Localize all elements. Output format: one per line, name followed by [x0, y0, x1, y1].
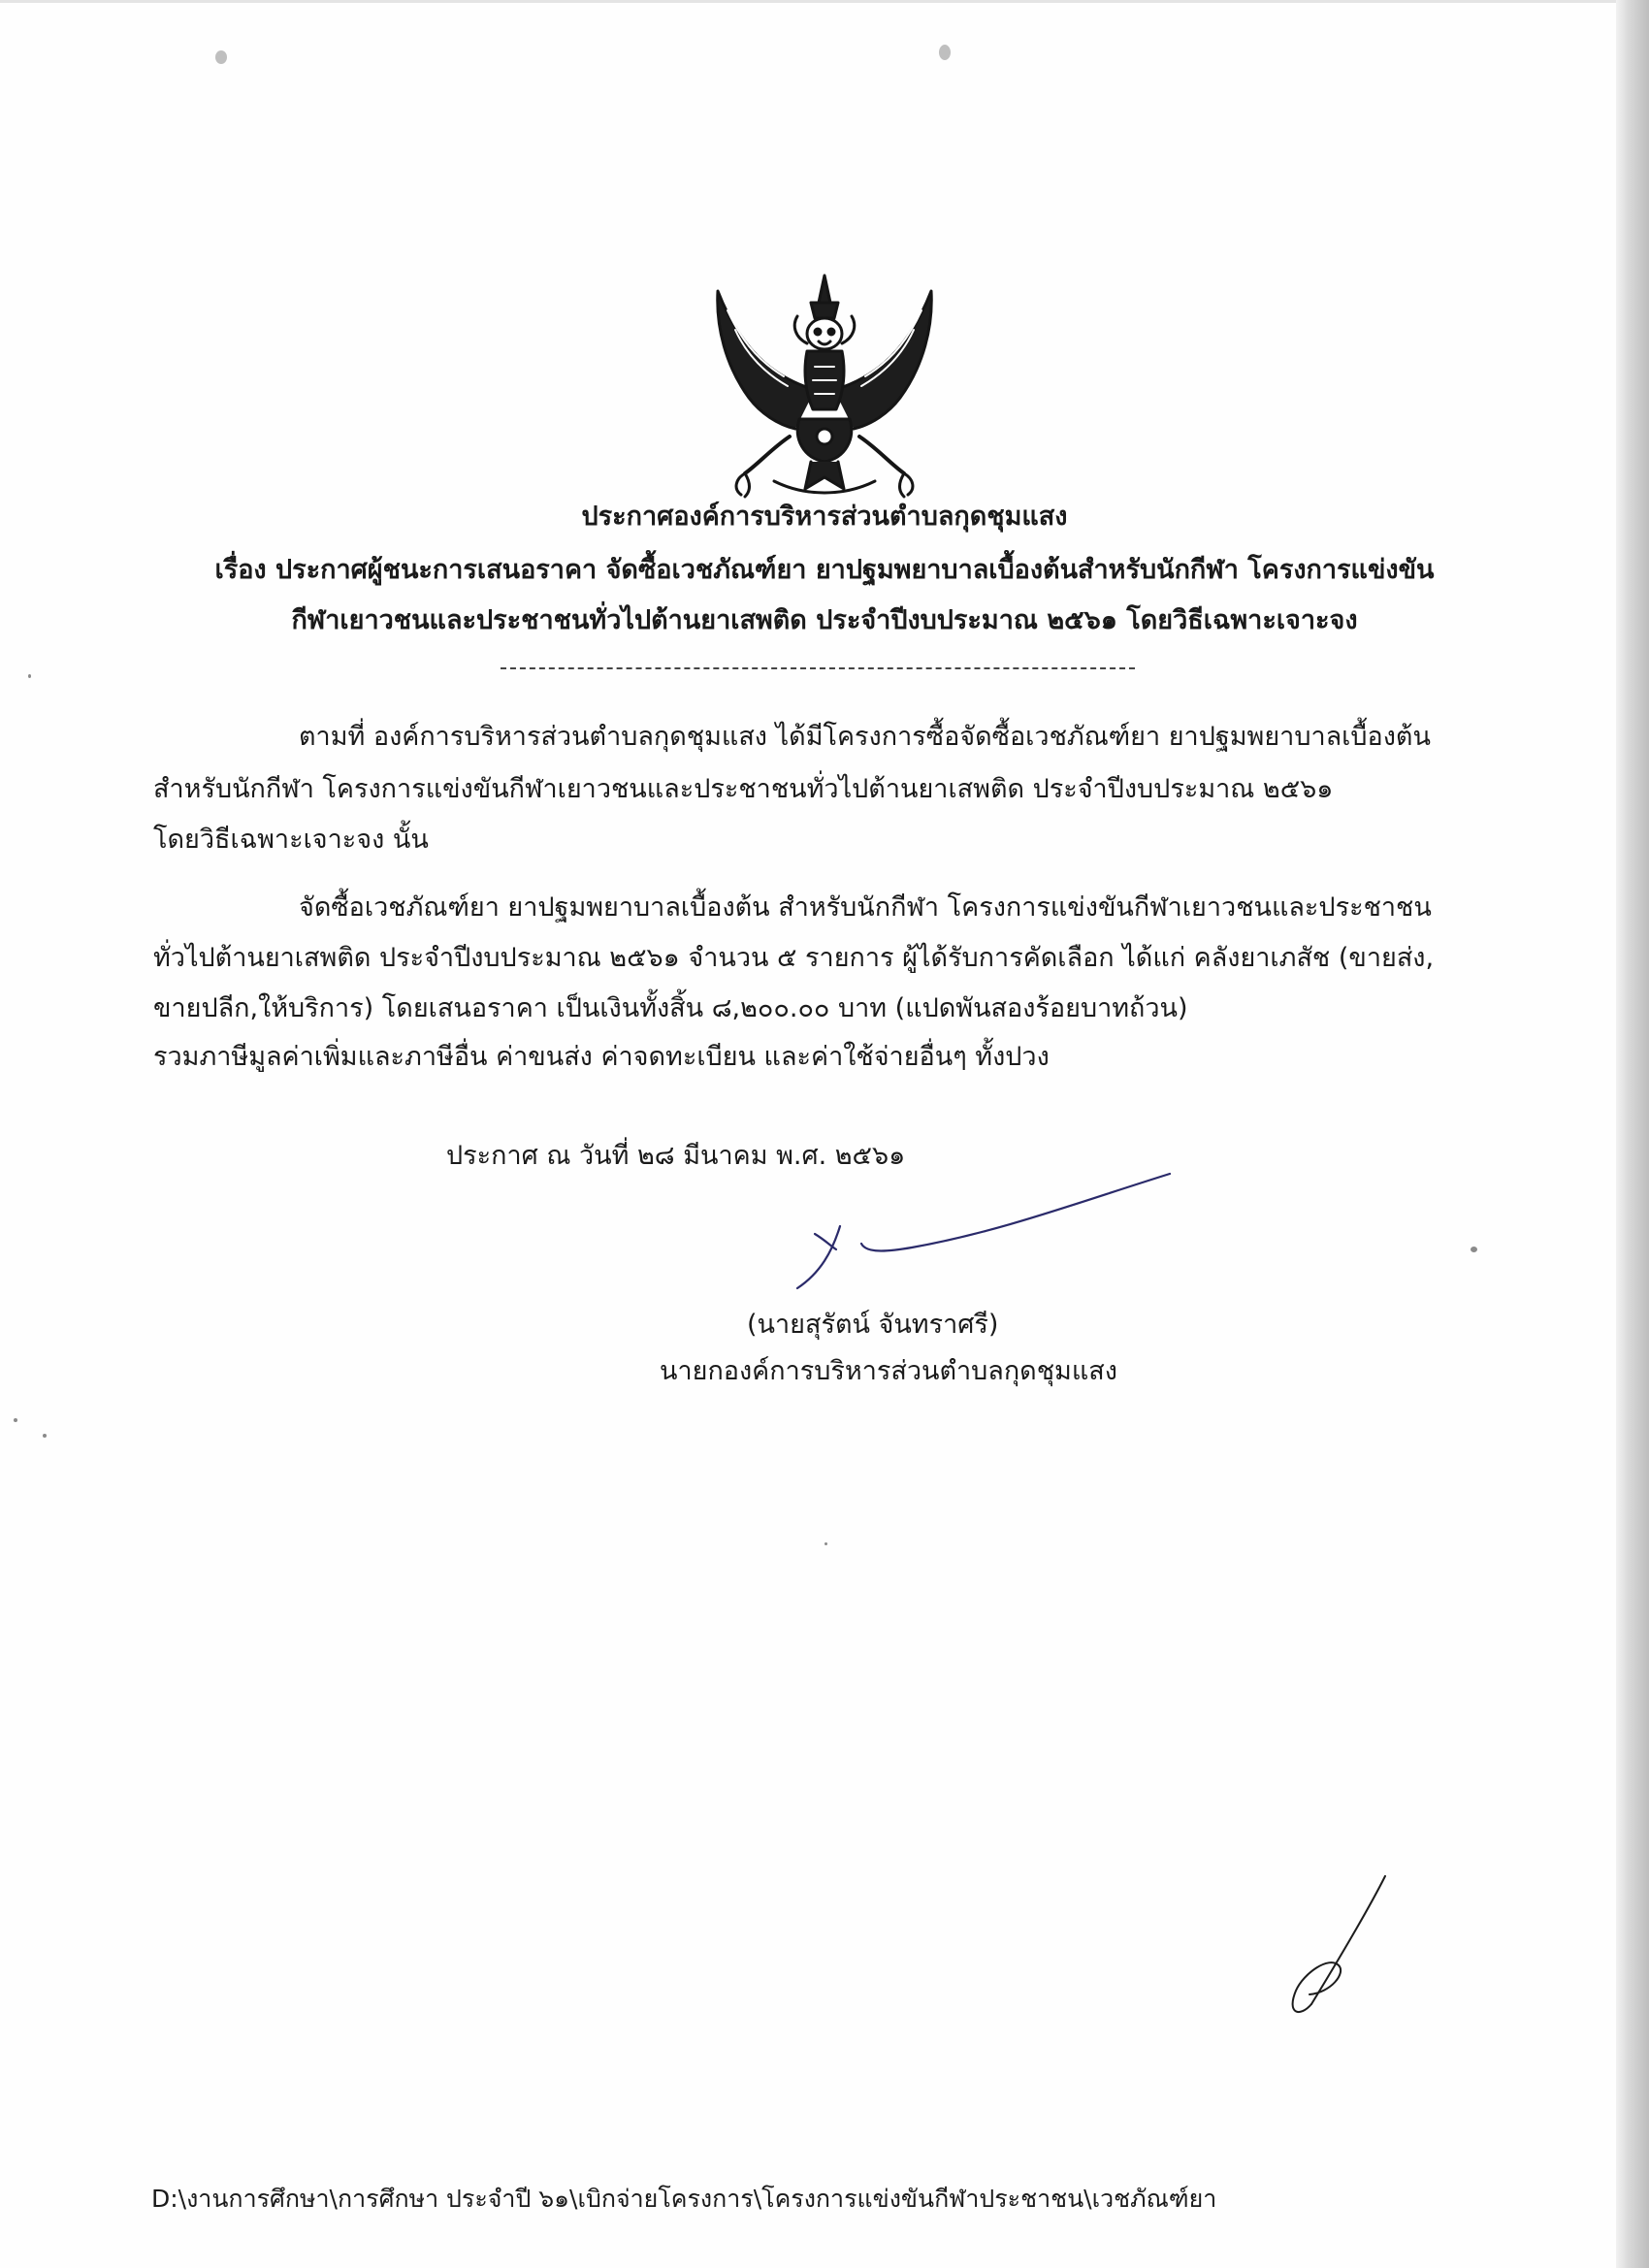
- scan-speck: [939, 45, 951, 60]
- para2-line-3: ขายปลีก,ให้บริการ) โดยเสนอราคา เป็นเงินทั้งสิ้น ๘,๒๐๐.๐๐ บาท (แปดพันสองร้อยบาทถ้วน): [153, 993, 1188, 1023]
- para2-line-2: ทั่วไปต้านยาเสพติด ประจำปีงบประมาณ ๒๕๖๑ จำนวน ๕ รายการ ผู้ได้รับการคัดเลือก ได้แก่ คลังยาเภสัช (ขายส่ง,: [153, 943, 1435, 973]
- scan-speck: [215, 50, 227, 64]
- scan-speck: [1471, 1247, 1477, 1252]
- title-divider: [501, 667, 1135, 669]
- para1-line-1: ตามที่ องค์การบริหารส่วนตำบลกุดชุมแสง ได้มีโครงการซื้อจัดซื้อเวชภัณฑ์ยา ยาปฐมพยาบาลเบื้องต้น: [299, 722, 1431, 752]
- signatory-name: (นายสุรัตน์ จันทราศรี): [747, 1310, 999, 1340]
- announcement-date: ประกาศ ณ วันที่ ๒๘ มีนาคม พ.ศ. ๒๕๖๑: [446, 1141, 906, 1171]
- para2-line-4: รวมภาษีมูลค่าเพิ่มและภาษีอื่น ค่าขนส่ง ค่าจดทะเบียน และค่าใช้จ่ายอื่นๆ ทั้งปวง: [153, 1042, 1050, 1072]
- para1-line-3: โดยวิธีเฉพาะเจาะจง นั้น: [153, 825, 429, 855]
- scan-right-edge: [1616, 0, 1649, 2268]
- scan-speck: [14, 1418, 17, 1422]
- scan-top-edge: [0, 0, 1649, 3]
- signature-mark: [786, 1164, 1174, 1290]
- announcement-subject-line-2: กีฬาเยาวชนและประชาชนทั่วไปต้านยาเสพติด ประจำปีงบประมาณ ๒๕๖๑ โดยวิธีเฉพาะเจาะจง: [291, 605, 1358, 635]
- announcement-org-title: ประกาศองค์การบริหารส่วนตำบลกุดชุมแสง: [581, 502, 1068, 532]
- para2-line-1: จัดซื้อเวชภัณฑ์ยา ยาปฐมพยาบาลเบื้องต้น สำหรับนักกีฬา โครงการแข่งขันกีฬาเยาวชนและประชาชน: [299, 892, 1432, 923]
- announcement-subject-line-1: เรื่อง ประกาศผู้ชนะการเสนอราคา จัดซื้อเวชภัณฑ์ยา ยาปฐมพยาบาลเบื้องต้นสำหรับนักกีฬา โครงการแข่งขัน: [214, 555, 1435, 585]
- signatory-title: นายกองค์การบริหารส่วนตำบลกุดชุมแสง: [660, 1356, 1117, 1386]
- footer-file-path: D:\งานการศึกษา\การศึกษา ประจำปี ๖๑\เบิกจ่ายโครงการ\โครงการแข่งขันกีฬาประชาชน\เวชภัณฑ์ยา: [151, 2185, 1217, 2213]
- garuda-emblem-icon: [706, 274, 943, 499]
- scan-speck: [824, 1542, 827, 1545]
- initial-mark: [1271, 1872, 1397, 2018]
- para1-line-2: สำหรับนักกีฬา โครงการแข่งขันกีฬาเยาวชนและประชาชนทั่วไปต้านยาเสพติด ประจำปีงบประมาณ ๒๕๖๑: [153, 774, 1334, 804]
- scan-speck: [28, 674, 31, 678]
- scan-speck: [43, 1434, 47, 1438]
